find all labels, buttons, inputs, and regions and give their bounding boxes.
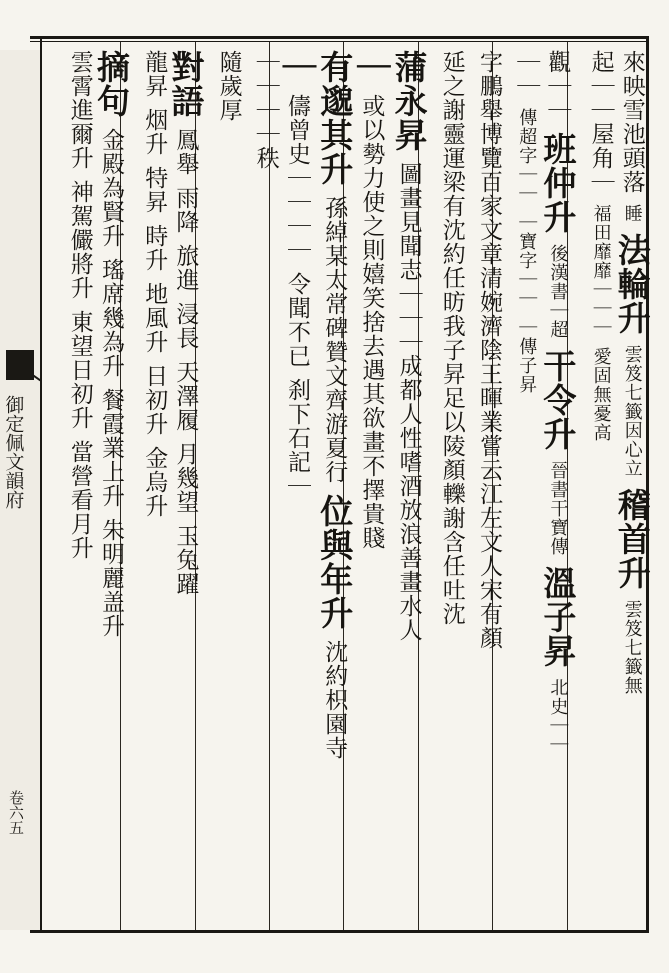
frame-top-border bbox=[30, 36, 649, 39]
text-segment: 干令升 bbox=[538, 349, 578, 451]
text-segment: 延之謝靈運梁有沈約任昉我子昇足以陵顏轢謝含任吐沈 bbox=[438, 50, 465, 626]
text-segment: 特昇 bbox=[141, 166, 168, 214]
text-column-16 bbox=[45, 50, 91, 922]
text-segment: ｜｜ bbox=[513, 50, 540, 98]
text-segment: 睡 bbox=[621, 204, 643, 223]
text-segment: 龍昇 bbox=[141, 50, 168, 98]
text-segment: 福田靡靡｜｜｜ bbox=[590, 204, 612, 337]
text-segment: 月幾望 bbox=[172, 442, 199, 514]
text-segment: 朱明麗盖升 bbox=[98, 518, 124, 638]
text-segment: 天澤履 bbox=[172, 360, 199, 432]
text-segment: 雲笈七籤無 bbox=[621, 600, 643, 695]
text-segment: ｜｜｜｜秩 bbox=[252, 50, 279, 170]
text-segment: 後漢書｜超 bbox=[547, 244, 569, 339]
text-segment: 有邈其升 bbox=[315, 50, 355, 186]
text-segment: 神駕儼將升 bbox=[66, 180, 93, 300]
text-segment: 雲霄進爾升 bbox=[66, 50, 93, 170]
text-segment: 對語 bbox=[166, 50, 206, 118]
text-segment: 東望日初升 bbox=[66, 310, 93, 430]
frame-left-border bbox=[40, 36, 42, 933]
text-segment: ｜傳子昇 bbox=[516, 318, 538, 394]
text-segment: ｜寶字｜｜ bbox=[516, 213, 538, 308]
text-segment: 地風升 bbox=[141, 282, 168, 354]
text-segment: 起｜｜屋角｜ bbox=[587, 50, 614, 194]
text-segment: 孫綽某太常碑贊文齊游夏行 bbox=[321, 196, 348, 484]
text-segment: 玉兔躍 bbox=[172, 524, 199, 596]
text-segment: 法輪升 bbox=[612, 233, 652, 335]
text-segment: 晉書干寶傳 bbox=[547, 461, 569, 556]
text-segment: 雨降 bbox=[172, 186, 199, 234]
text-segment: 觀｜｜ bbox=[544, 50, 571, 122]
text-segment: 傳超字｜｜ bbox=[516, 108, 538, 203]
book-spine-edge bbox=[0, 50, 40, 930]
text-segment: 北史｜｜ bbox=[547, 678, 569, 754]
text-segment: 稽首升 bbox=[612, 488, 652, 590]
text-segment: 烟升 bbox=[141, 108, 168, 156]
spine-book-title: 御定佩文韻府 bbox=[2, 395, 25, 509]
text-segment: 隨歲厚 bbox=[215, 50, 242, 122]
text-segment: 瑤席幾為升 bbox=[98, 258, 124, 378]
frame-bottom-border bbox=[30, 930, 649, 933]
text-segment: 鳳舉 bbox=[172, 128, 199, 176]
text-segment: 當營看月升 bbox=[66, 440, 93, 560]
text-segment: 字鵬舉博覽百家文章清婉濟陰王暉業嘗云江左文人宋有顏 bbox=[476, 50, 502, 650]
text-segment: 蒲永昇 bbox=[389, 50, 429, 152]
text-segment: 浸長 bbox=[172, 302, 199, 350]
text-segment: 刹下石記｜ bbox=[284, 378, 310, 498]
text-segment: 令聞不已 bbox=[284, 272, 310, 368]
text-segment: 金殿為賢升 bbox=[98, 128, 124, 248]
text-segment: ｜ bbox=[278, 50, 317, 84]
text-segment: 雲笈七籤因心立 bbox=[621, 345, 643, 478]
text-segment: 圖畫見聞志｜｜｜成都人性嗜酒放浪善畫水人 bbox=[395, 162, 422, 642]
text-segment: 溫子昇 bbox=[538, 566, 578, 668]
text-segment: 摘句 bbox=[92, 50, 131, 118]
text-segment: 班仲升 bbox=[538, 132, 578, 234]
text-segment: ｜ bbox=[352, 50, 392, 84]
text-segment: 沈約枳園寺 bbox=[321, 640, 348, 760]
text-segment: 儔曾史｜｜｜｜ bbox=[284, 94, 310, 262]
folio-number: 卷六五 bbox=[7, 790, 25, 835]
text-segment: 餐霞業上升 bbox=[98, 388, 124, 508]
text-segment: 或以勢力使之則嬉笑捨去遇其欲畫不擇貴賤 bbox=[358, 94, 385, 550]
text-segment: 愛固無憂高 bbox=[590, 347, 612, 442]
text-segment: 來映雪池頭落 bbox=[618, 50, 645, 194]
text-segment: 金烏升 bbox=[141, 446, 168, 518]
text-segment: 旅進 bbox=[172, 244, 199, 292]
text-segment: 位與年升 bbox=[315, 494, 355, 630]
frame-top-inner-border bbox=[30, 41, 649, 42]
text-segment: 日初升 bbox=[141, 364, 168, 436]
text-segment: 時升 bbox=[141, 224, 168, 272]
